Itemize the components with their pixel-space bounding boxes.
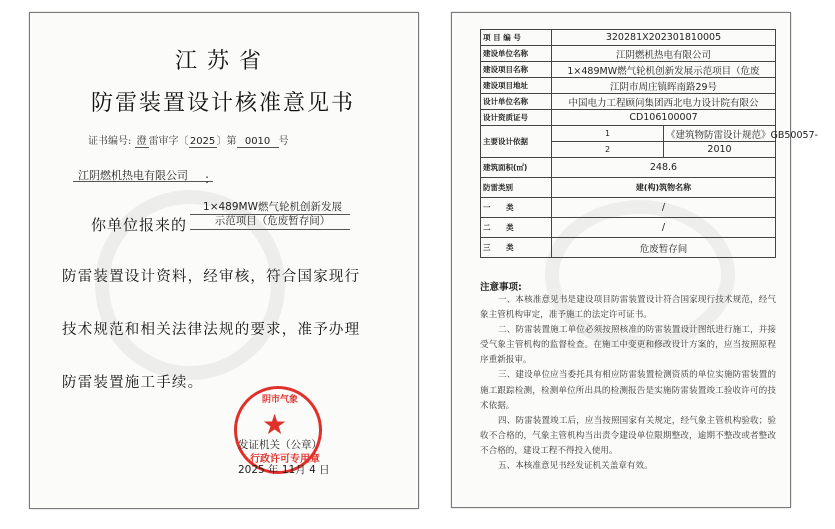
seal-text: 阴市气象 xyxy=(261,395,298,405)
row-label: 项 目 编 号 xyxy=(481,30,552,46)
cert-number-code: 澄 xyxy=(135,132,149,148)
unit-underline xyxy=(73,181,213,182)
cert-number-year: 2025 xyxy=(189,136,216,147)
row-label: 建设项目名称 xyxy=(481,62,552,78)
table-row xyxy=(481,46,776,62)
project-underline-2 xyxy=(190,229,350,230)
table-row xyxy=(481,94,776,110)
row-label: 设计资质证号 xyxy=(481,110,552,126)
class-value: / xyxy=(552,218,776,238)
row-value: 320281X202301810005 xyxy=(552,30,776,46)
class-header-label: 防雷类别 xyxy=(481,178,552,198)
notes-list xyxy=(480,293,776,474)
table-row xyxy=(481,158,776,178)
project-underline-1 xyxy=(190,214,350,215)
seal-band-text: 行政许可专用章 xyxy=(250,454,320,465)
basis-num: 2 xyxy=(552,142,664,158)
area-value: 248.6 xyxy=(552,158,776,178)
note-item: 二、防雷装置施工单位必须按照核准的防雷装置设计图纸进行施工，并接受气象主管机构的监督检查。在施工中变更和修改设计方案的，应当按照原程序重新报审。 xyxy=(480,325,776,366)
row-label: 设计单位名称 xyxy=(481,94,552,110)
area-label: 建筑面积(㎡) xyxy=(481,158,552,178)
class-header-value: 建(构)筑物名称 xyxy=(552,178,776,198)
row-value: 1×489MW燃气轮机创新发展示范项目（危废 xyxy=(552,62,776,78)
table-row xyxy=(481,110,776,126)
table-row xyxy=(481,126,776,142)
project-info-table xyxy=(480,29,819,258)
class-label: 二 类 xyxy=(481,218,552,238)
row-label: 建设单位名称 xyxy=(481,46,552,62)
row-value: 江阴市周庄镇晖南路29号 xyxy=(552,78,776,94)
province-title: 江苏省 xyxy=(174,49,271,74)
basis-value: 《建筑物防雷设计规范》GB50057- xyxy=(664,126,776,142)
body-line-1: 防雷装置设计资料，经审核，符合国家现行 xyxy=(62,269,361,285)
cert-number-close: 〕第 xyxy=(216,136,237,147)
cert-number-mid: 雷审字〔 xyxy=(148,136,189,147)
class-value: 危废暂存间 xyxy=(552,238,776,258)
class-label: 一 类 xyxy=(481,198,552,218)
project-name: 1×489MW燃气轮机创新发展示范项目（危废暂存间） xyxy=(203,201,342,227)
table-row xyxy=(481,30,776,46)
issue-date: 2025 年 11月 4 日 xyxy=(238,464,330,476)
class-label: 三 类 xyxy=(481,238,552,258)
cert-number-value: 0010 xyxy=(237,136,279,148)
basis-num: 1 xyxy=(552,126,664,142)
issuing-authority: 发证机关（公章） xyxy=(238,439,322,451)
class-value: / xyxy=(552,198,776,218)
unit-colon: : xyxy=(205,172,210,186)
table-row xyxy=(481,78,776,94)
certificate-title: 防雷装置设计核准意见书 xyxy=(90,91,355,116)
applicant-unit-name: 江阴燃机热电有限公司 xyxy=(78,169,188,182)
basis-label: 主要设计依据 xyxy=(481,126,552,158)
cert-number-suffix: 号 xyxy=(278,136,289,147)
row-label: 建设项目地址 xyxy=(481,78,552,94)
table-row xyxy=(481,218,776,238)
reported-prefix: 你单位报来的 xyxy=(91,216,188,234)
table-row xyxy=(481,198,776,218)
table-row xyxy=(481,238,776,258)
note-item: 五、本核准意见书经发证机关盖章有效。 xyxy=(498,461,653,472)
note-item: 一、本核准意见书是建设项目防雷装置设计符合国家现行技术规范，经气象主管机构审定，准予施工的法定许可证书。 xyxy=(480,295,776,321)
table-row xyxy=(481,178,776,198)
body-line-2: 技术规范和相关法律法规的要求，准予办理 xyxy=(62,322,361,338)
row-value: CD106100007 xyxy=(552,110,776,126)
certificate-number xyxy=(88,132,289,148)
seal-star-icon: ★ xyxy=(262,408,288,441)
cert-number-prefix: 证书编号: xyxy=(88,136,132,147)
basis-value: 2010 xyxy=(664,142,776,158)
note-item: 三、建设单位应当委托具有相应防雷装置检测资质的单位实施防雷装置的施工跟踪检测，检测单位所出具的检测报告是实施防雷装置竣工验收许可的技术依据。 xyxy=(480,370,776,411)
row-value: 江阴燃机热电有限公司 xyxy=(552,46,776,62)
notes-title: 注意事项: xyxy=(480,282,522,293)
row-value: 中国电力工程顾问集团西北电力设计院有限公 xyxy=(552,94,776,110)
body-line-3: 防雷装置施工手续。 xyxy=(62,375,204,391)
table-row xyxy=(481,62,776,78)
note-item: 四、防雷装置竣工后，应当按照国家有关规定，经气象主管机构验收；验收不合格的，气象主管机构当出责令建设单位限期整改，逾期不整改或者整改不合格的，建设工程不得投入使用。 xyxy=(480,415,776,456)
